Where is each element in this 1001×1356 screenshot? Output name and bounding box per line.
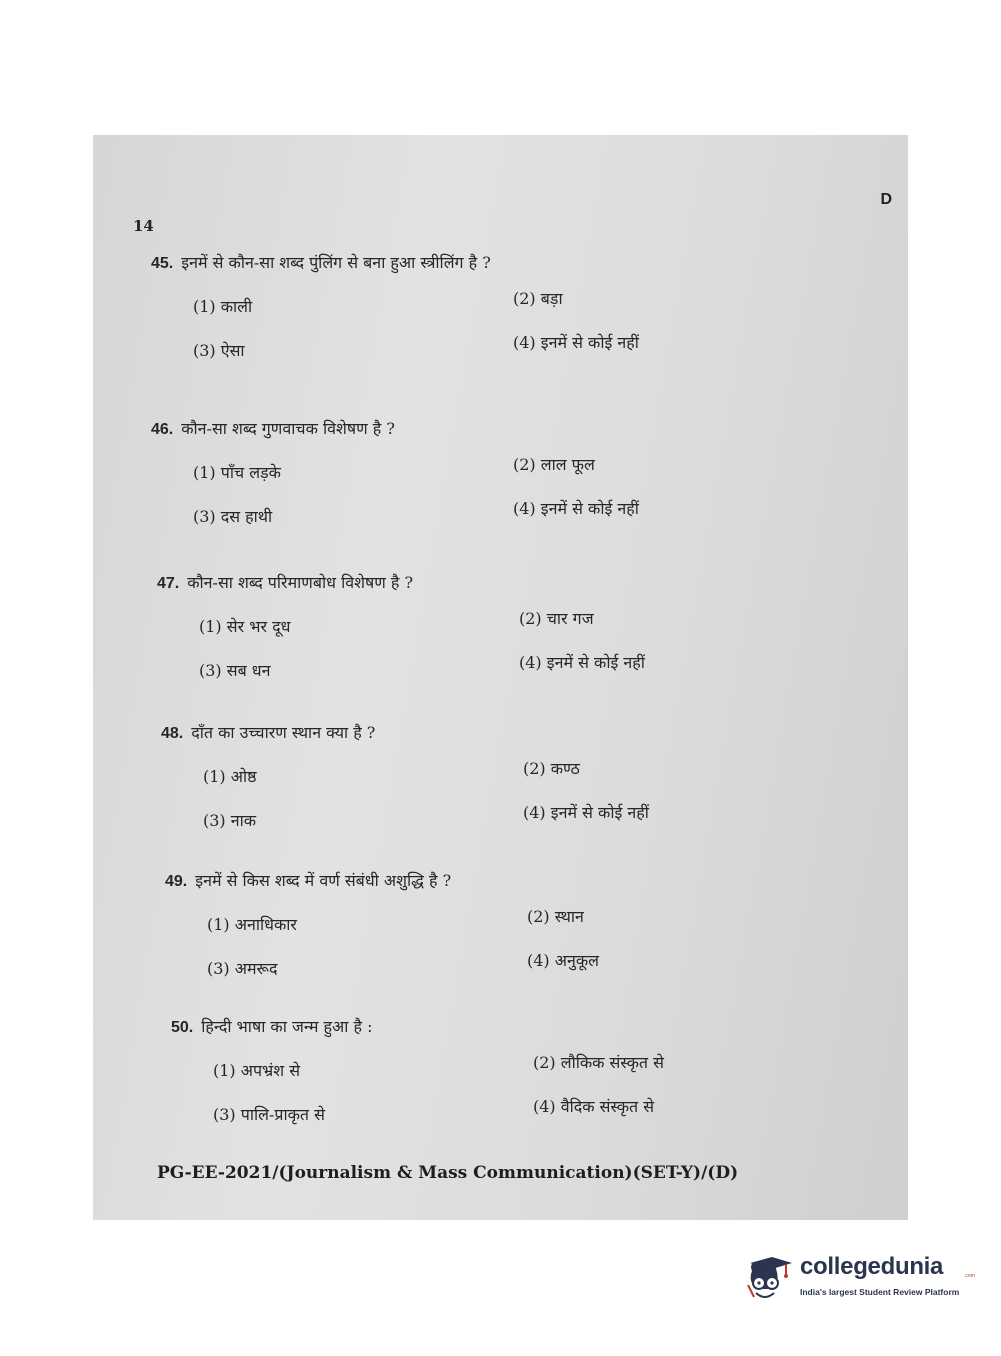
- collegedunia-logo: [742, 1247, 975, 1317]
- page-number: 14: [133, 217, 154, 235]
- option-1: (1) ओष्ठ: [203, 767, 257, 786]
- option-1: (1) पाँच लड़के: [193, 463, 281, 482]
- logo-com-suffix: .com: [964, 1273, 975, 1279]
- option-2: (2) चार गज: [519, 609, 594, 628]
- option-1: (1) सेर भर दूध: [199, 617, 291, 636]
- question-number: 45.: [151, 255, 174, 272]
- question-text: इनमें से कौन-सा शब्द पुंलिंग से बना हुआ स्त्रीलिंग है ?: [181, 253, 491, 272]
- question-number: 50.: [171, 1019, 194, 1036]
- exam-page: [93, 135, 908, 1220]
- question-number: 46.: [151, 421, 174, 438]
- option-3: (3) सब धन: [199, 661, 271, 680]
- option-2: (2) लाल फूल: [513, 455, 595, 474]
- option-2: (2) बड़ा: [513, 289, 563, 308]
- option-4: (4) इनमें से कोई नहीं: [513, 499, 639, 518]
- question-50: [171, 1015, 791, 1149]
- question-text: कौन-सा शब्द गुणवाचक विशेषण है ?: [181, 419, 395, 438]
- option-3: (3) नाक: [203, 811, 257, 830]
- option-3: (3) पालि-प्राकृत से: [213, 1105, 325, 1124]
- logo-wordmark: collegedunia: [800, 1253, 944, 1280]
- mascot-icon: [742, 1253, 794, 1305]
- question-48: [161, 721, 781, 855]
- option-2: (2) लौकिक संस्कृत से: [533, 1053, 664, 1072]
- option-1: (1) अनाधिकार: [207, 915, 297, 934]
- option-3: (3) दस हाथी: [193, 507, 273, 526]
- option-4: (4) इनमें से कोई नहीं: [513, 333, 639, 352]
- option-1: (1) अपभ्रंश से: [213, 1061, 301, 1080]
- question-text: हिन्दी भाषा का जन्म हुआ है :: [201, 1017, 373, 1036]
- question-text: कौन-सा शब्द परिमाणबोध विशेषण है ?: [187, 573, 414, 592]
- option-4: (4) इनमें से कोई नहीं: [523, 803, 649, 822]
- option-2: (2) कण्ठ: [523, 759, 580, 778]
- paper-code-footer: PG-EE-2021/(Journalism & Mass Communication)(SET-Y)/(D): [157, 1163, 739, 1183]
- option-4: (4) इनमें से कोई नहीं: [519, 653, 645, 672]
- option-2: (2) स्थान: [527, 907, 584, 926]
- set-letter: D: [880, 191, 892, 208]
- option-4: (4) अनुकूल: [527, 951, 599, 970]
- question-text: दाँत का उच्चारण स्थान क्या है ?: [191, 723, 376, 742]
- option-4: (4) वैदिक संस्कृत से: [533, 1097, 655, 1116]
- logo-tagline: India's largest Student Review Platform: [800, 1287, 960, 1297]
- question-47: [157, 571, 777, 705]
- option-3: (3) ऐसा: [193, 341, 245, 360]
- option-1: (1) काली: [193, 297, 253, 316]
- option-3: (3) अमरूद: [207, 959, 278, 978]
- question-49: [165, 869, 785, 1003]
- question-46: [151, 417, 771, 551]
- question-number: 47.: [157, 575, 180, 592]
- question-number: 49.: [165, 873, 188, 890]
- question-number: 48.: [161, 725, 184, 742]
- question-45: [151, 251, 771, 385]
- question-text: इनमें से किस शब्द में वर्ण संबंधी अशुद्धि है ?: [195, 871, 452, 890]
